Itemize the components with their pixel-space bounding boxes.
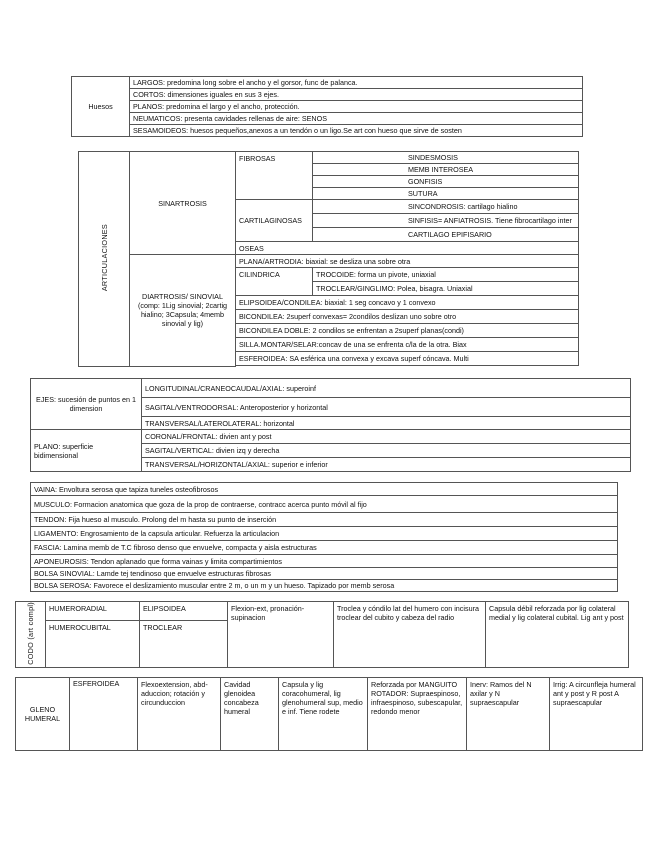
fibrosa-sutura: SUTURA	[313, 188, 579, 200]
codo-label: CODO (art compl)	[16, 602, 46, 668]
gleno-table	[15, 677, 643, 751]
plano-coronal: CORONAL/FRONTAL: divien ant y post	[142, 430, 631, 444]
sinartrosis-label: SINARTROSIS	[130, 152, 236, 255]
gleno-irrigacion: Irrig: A circunfleja humeral ant y post y R post A supraescapular	[550, 678, 643, 751]
codo-movimientos: Flexion-ext, pronación-supinacion	[228, 602, 334, 668]
gleno-capsula: Capsula y lig coracohumeral, lig glenohumeral sup, medio e inf. Tiene rodete	[279, 678, 368, 751]
diartrosis-esferoidea: ESFEROIDEA: SA esférica una convexa y excava superf cóncava. Multi	[236, 352, 579, 366]
def-musculo: MUSCULO: Formacion anatomica que goza de la prop de contraerse, contracc acerca punto móvil al fijo	[31, 496, 618, 513]
hueso-cortos: CORTOS: dimensiones iguales en sus 3 ejes.	[130, 89, 583, 101]
def-fascia: FASCIA: Lamina memb de T.C fibroso denso que envuelve, compacta y aisla estructuras	[31, 541, 618, 555]
gleno-cavidad: Cavidad glenoidea concabeza humeral	[221, 678, 279, 751]
cartilaginosa-sincondrosis: SINCONDROSIS: cartilago hialino	[313, 200, 579, 214]
diartrosis-bicondilea-doble: BICONDILEA DOBLE: 2 condilos se enfrentan a 2superf planas(condi)	[236, 324, 579, 338]
oseas-label: OSEAS	[236, 242, 579, 255]
definiciones-table	[30, 482, 618, 592]
plano-sagital: SAGITAL/VERTICAL: divien izq y derecha	[142, 444, 631, 458]
eje-sagital: SAGITAL/VENTRODORSAL: Anteroposterior y horizontal	[142, 398, 631, 417]
diartrosis-bicondilea: BICONDILEA: 2superf convexas= 2condilos deslizan uno sobre otro	[236, 310, 579, 324]
hueso-planos: PLANOS: predomina el largo y el ancho, protección.	[130, 101, 583, 113]
eje-transversal: TRANSVERSAL/LATEROLATERAL: horizontal	[142, 417, 631, 430]
diartrosis-plana: PLANA/ARTRODIA: biaxial: se desliza una sobre otra	[236, 255, 579, 268]
plano-label: PLANO: superficie bidimensional	[31, 430, 142, 472]
def-ligamento: LIGAMENTO: Engrosamiento de la capsula articular. Refuerza la articulacion	[31, 527, 618, 541]
huesos-label: Huesos	[72, 77, 130, 137]
ejes-planos-table	[30, 378, 631, 472]
diartrosis-elipsoidea: ELIPSOIDEA/CONDILEA: biaxial: 1 seg concavo y 1 convexo	[236, 296, 579, 310]
articulaciones-table	[78, 151, 579, 367]
def-aponeurosis: APONEUROSIS: Tendon aplanado que forma vainas y limita compartimientos	[31, 555, 618, 568]
codo-art-humerocubital: HUMEROCUBITAL	[46, 621, 140, 668]
fibrosa-sindesmosis: SINDESMOSIS	[313, 152, 579, 164]
def-bolsa-serosa: BOLSA SEROSA: Favorece el deslizamiento muscular entre 2 m, o un m y un hueso. Tapizado por memb serosa	[31, 580, 618, 592]
hueso-neumaticos: NEUMATICOS: presenta cavidades rellenas de aire: SENOS	[130, 113, 583, 125]
fibrosa-memb-interosea: MEMB INTEROSEA	[313, 164, 579, 176]
gleno-label: GLENO HUMERAL	[16, 678, 70, 751]
codo-tipo-troclear: TROCLEAR	[140, 621, 228, 668]
cartilaginosa-sinfisis: SINFISIS= ANFIATROSIS. Tiene fibrocartilago inter	[313, 214, 579, 228]
hueso-largos: LARGOS: predomina long sobre el ancho y el gorsor, func de palanca.	[130, 77, 583, 89]
diartrosis-trocoide: TROCOIDE: forma un pivote, uniaxial	[313, 268, 579, 282]
codo-table	[15, 601, 629, 668]
codo-tipo-elipsoidea: ELIPSOIDEA	[140, 602, 228, 621]
articulaciones-label: ARTICULACIONES	[79, 152, 130, 367]
gleno-movimientos: Flexoextension, abd-aduccion; rotación y circunduccion	[138, 678, 221, 751]
codo-superficies: Troclea y cóndilo lat del humero con incisura troclear del cubito y cabeza del radio	[334, 602, 486, 668]
diartrosis-troclear: TROCLEAR/GINGLIMO: Polea, bisagra. Uniaxial	[313, 282, 579, 296]
def-bolsa-sinovial: BOLSA SINOVIAL: Lamde tej tendinoso que envuelve estructuras fibrosas	[31, 568, 618, 580]
diartrosis-label: DIARTROSIS/ SINOVIAL (comp: 1Lig sinovial; 2cartig hialino; 3Capsula; 4memb sinovial y lig)	[130, 255, 236, 367]
codo-art-humeroradial: HUMERORADIAL	[46, 602, 140, 621]
cartilaginosas-label: CARTILAGINOSAS	[236, 200, 313, 242]
huesos-table	[71, 76, 583, 137]
gleno-inervacion: Inerv: Ramos del N axilar y N supraescapular	[467, 678, 550, 751]
def-tendon: TENDON: Fija hueso al musculo. Prolong del m hasta su punto de inserción	[31, 513, 618, 527]
hueso-sesamoideos: SESAMOIDEOS: huesos pequeños,anexos a un tendón o un ligo.Se art con hueso que sirve de sosten	[130, 125, 583, 137]
ejes-label: EJES: sucesión de puntos en 1 dimension	[31, 379, 142, 430]
gleno-tipo: ESFEROIDEA	[70, 678, 138, 751]
fibrosas-label: FIBROSAS	[236, 152, 313, 200]
diartrosis-silla-montar: SILLA.MONTAR/SELAR:concav de una se enfrenta c/la de la otra. Biax	[236, 338, 579, 352]
plano-transversal: TRANSVERSAL/HORIZONTAL/AXIAL: superior e inferior	[142, 458, 631, 472]
eje-longitudinal: LONGITUDINAL/CRANEOCAUDAL/AXIAL: superoinf	[142, 379, 631, 398]
codo-ligamentos: Capsula débil reforzada por lig colateral medial y lig colateral cubital. Lig ant y post	[486, 602, 629, 668]
cartilaginosa-epifisario: CARTILAGO EPIFISARIO	[313, 228, 579, 242]
diartrosis-cilindrica: CILINDRICA	[236, 268, 313, 296]
fibrosa-gonfisis: GONFISIS	[313, 176, 579, 188]
gleno-reforzada: Reforzada por MANGUITO ROTADOR: Supraespinoso, infraespinoso, subescapular, redondo menor	[368, 678, 467, 751]
def-vaina: VAINA: Envoltura serosa que tapiza tuneles osteofibrosos	[31, 483, 618, 496]
